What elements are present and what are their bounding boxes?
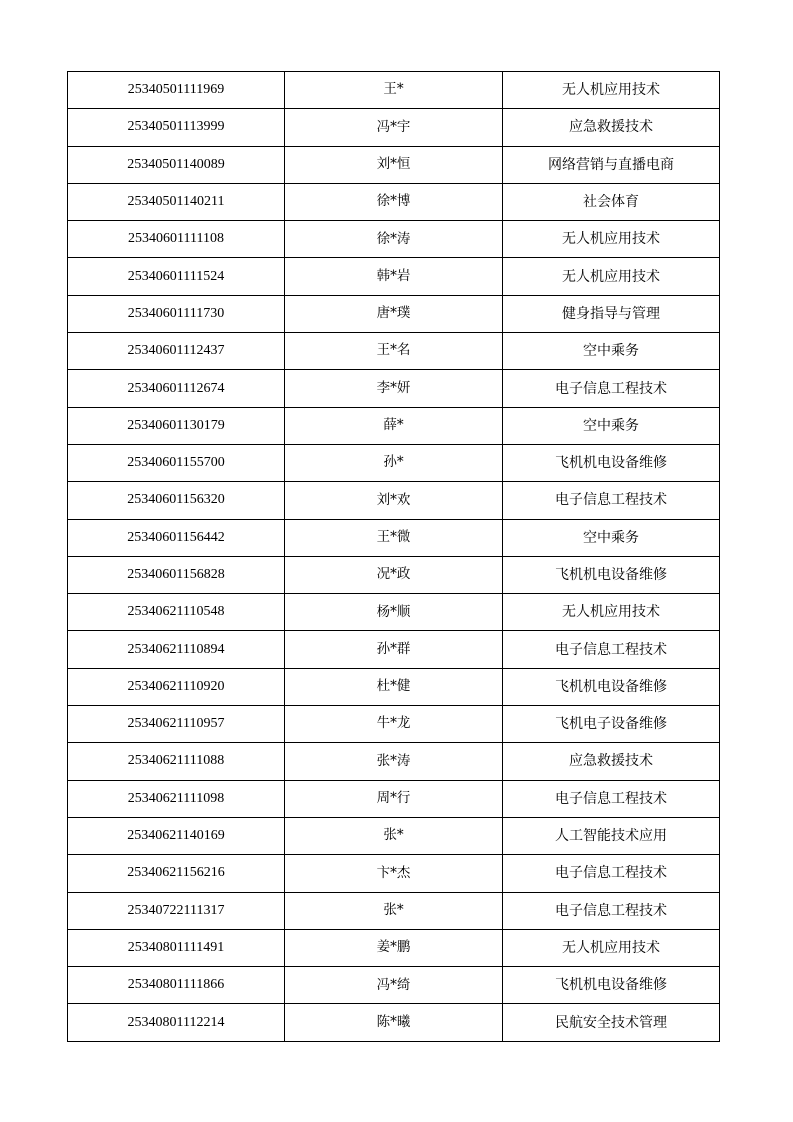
major-cell: 民航安全技术管理 [503,1004,720,1041]
table-row [68,519,720,556]
exam-number-cell: 25340621156216 [68,855,285,892]
exam-number-cell: 25340601111108 [68,221,285,258]
exam-number-cell: 25340621110548 [68,594,285,631]
table-row [68,967,720,1004]
table-row [68,407,720,444]
major-cell: 应急救援技术 [503,743,720,780]
exam-number-cell: 25340601156442 [68,519,285,556]
major-cell: 无人机应用技术 [503,929,720,966]
major-cell: 飞机机电设备维修 [503,967,720,1004]
student-table-body [68,72,720,1042]
table-row [68,556,720,593]
exam-number-cell: 25340621111088 [68,743,285,780]
exam-number-cell: 25340801111866 [68,967,285,1004]
major-cell: 空中乘务 [503,407,720,444]
student-name-cell: 王* [285,72,503,109]
major-cell: 电子信息工程技术 [503,482,720,519]
table-row [68,594,720,631]
major-cell: 电子信息工程技术 [503,892,720,929]
table-row [68,743,720,780]
student-name-cell: 徐*博 [285,183,503,220]
student-name-cell: 刘*欢 [285,482,503,519]
table-row [68,72,720,109]
student-name-cell: 张* [285,892,503,929]
exam-number-cell: 25340501140089 [68,146,285,183]
exam-number-cell: 25340601111730 [68,295,285,332]
exam-number-cell: 25340722111317 [68,892,285,929]
student-name-cell: 张* [285,817,503,854]
student-name-cell: 卞*杰 [285,855,503,892]
major-cell: 社会体育 [503,183,720,220]
exam-number-cell: 25340621110894 [68,631,285,668]
exam-number-cell: 25340601156828 [68,556,285,593]
exam-number-cell: 25340601130179 [68,407,285,444]
student-name-cell: 薛* [285,407,503,444]
major-cell: 电子信息工程技术 [503,370,720,407]
student-name-cell: 姜*鹏 [285,929,503,966]
table-row [68,706,720,743]
table-row [68,780,720,817]
student-name-cell: 孙* [285,444,503,481]
major-cell: 应急救援技术 [503,109,720,146]
student-name-cell: 孙*群 [285,631,503,668]
table-row [68,258,720,295]
table-row [68,892,720,929]
table-row [68,109,720,146]
major-cell: 飞机电子设备维修 [503,706,720,743]
major-cell: 无人机应用技术 [503,72,720,109]
major-cell: 无人机应用技术 [503,594,720,631]
exam-number-cell: 25340621110957 [68,706,285,743]
major-cell: 健身指导与管理 [503,295,720,332]
table-row [68,668,720,705]
table-row [68,1004,720,1041]
student-table [67,71,720,1042]
major-cell: 无人机应用技术 [503,258,720,295]
student-name-cell: 张*涛 [285,743,503,780]
table-row [68,370,720,407]
student-name-cell: 周*行 [285,780,503,817]
major-cell: 电子信息工程技术 [503,855,720,892]
table-row [68,482,720,519]
major-cell: 飞机机电设备维修 [503,556,720,593]
table-row [68,146,720,183]
student-name-cell: 杨*顺 [285,594,503,631]
major-cell: 电子信息工程技术 [503,780,720,817]
table-row [68,221,720,258]
table-row [68,444,720,481]
table-row [68,183,720,220]
table-row [68,855,720,892]
student-name-cell: 王*名 [285,333,503,370]
exam-number-cell: 25340601112437 [68,333,285,370]
student-name-cell: 韩*岩 [285,258,503,295]
student-name-cell: 唐*璞 [285,295,503,332]
major-cell: 空中乘务 [503,519,720,556]
student-name-cell: 王*微 [285,519,503,556]
student-name-cell: 冯*宇 [285,109,503,146]
exam-number-cell: 25340621111098 [68,780,285,817]
major-cell: 无人机应用技术 [503,221,720,258]
exam-number-cell: 25340501140211 [68,183,285,220]
student-name-cell: 杜*健 [285,668,503,705]
major-cell: 网络营销与直播电商 [503,146,720,183]
student-name-cell: 牛*龙 [285,706,503,743]
exam-number-cell: 25340601156320 [68,482,285,519]
exam-number-cell: 25340621140169 [68,817,285,854]
exam-number-cell: 25340801111491 [68,929,285,966]
table-row [68,295,720,332]
major-cell: 飞机机电设备维修 [503,668,720,705]
exam-number-cell: 25340501111969 [68,72,285,109]
exam-number-cell: 25340601111524 [68,258,285,295]
major-cell: 人工智能技术应用 [503,817,720,854]
major-cell: 飞机机电设备维修 [503,444,720,481]
student-name-cell: 陈*曦 [285,1004,503,1041]
student-name-cell: 李*妍 [285,370,503,407]
exam-number-cell: 25340801112214 [68,1004,285,1041]
table-row [68,631,720,668]
exam-number-cell: 25340601155700 [68,444,285,481]
major-cell: 电子信息工程技术 [503,631,720,668]
table-row [68,817,720,854]
exam-number-cell: 25340621110920 [68,668,285,705]
exam-number-cell: 25340601112674 [68,370,285,407]
student-name-cell: 况*政 [285,556,503,593]
exam-number-cell: 25340501113999 [68,109,285,146]
student-name-cell: 徐*涛 [285,221,503,258]
student-name-cell: 冯*绮 [285,967,503,1004]
table-row [68,929,720,966]
student-name-cell: 刘*恒 [285,146,503,183]
table-row [68,333,720,370]
major-cell: 空中乘务 [503,333,720,370]
